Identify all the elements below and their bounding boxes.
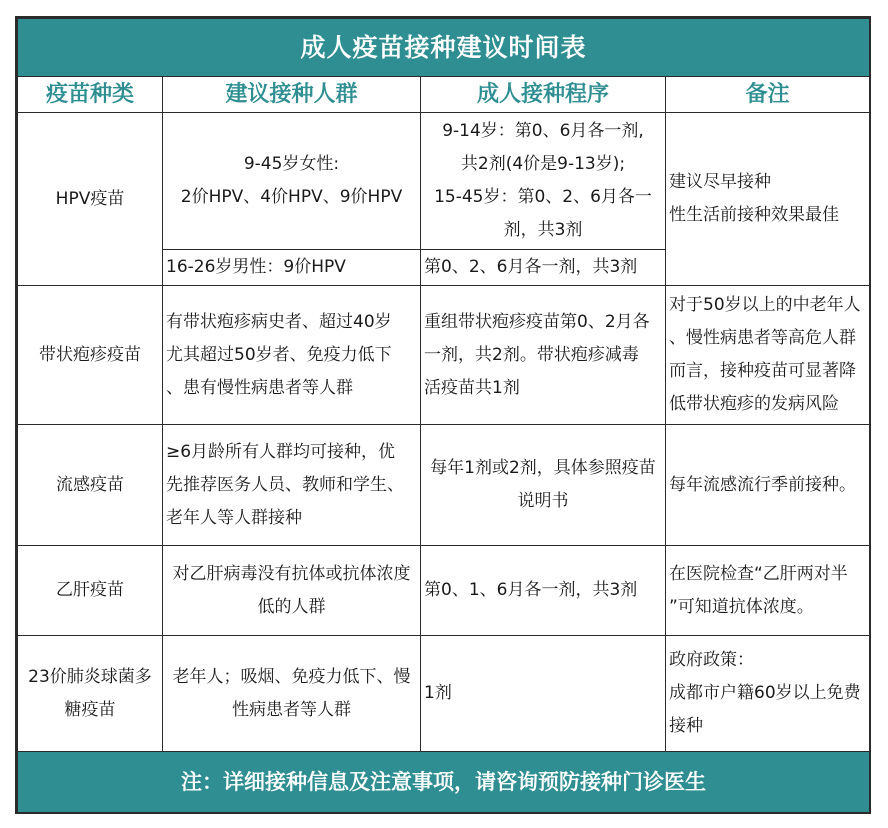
- vaccine-flu: 流感疫苗: [18, 425, 163, 546]
- table-row-hepb: [18, 546, 870, 636]
- pneumo-group: 老年人；吸烟、免疫力低下、慢 性病患者等人群: [163, 636, 421, 752]
- hepb-group: 对乙肝病毒没有抗体或抗体浓度 低的人群: [163, 546, 421, 636]
- hpv-male-group: 16-26岁男性：9价HPV: [163, 250, 421, 286]
- table-row-hpv: [18, 113, 870, 250]
- table-row-flu: [18, 425, 870, 546]
- pneumo-schedule: 1剂: [421, 636, 666, 752]
- header-notes: 备注: [666, 77, 870, 113]
- table-title: 成人疫苗接种建议时间表: [18, 19, 870, 77]
- shingles-group: 有带状疱疹病史者、超过40岁 尤其超过50岁者、免疫力低下 、患有慢性病患者等人群: [163, 286, 421, 425]
- header-row: [18, 77, 870, 113]
- table-row-pneumo: [18, 636, 870, 752]
- hpv-female-schedule: 9-14岁：第0、6月各一剂, 共2剂(4价是9-13岁); 15-45岁：第0、2、6月各一 剂，共3剂: [421, 113, 666, 250]
- hepb-schedule: 第0、1、6月各一剂，共3剂: [421, 546, 666, 636]
- vaccine-pneumo: 23价肺炎球菌多 糖疫苗: [18, 636, 163, 752]
- pneumo-notes: 政府政策： 成都市户籍60岁以上免费 接种: [666, 636, 870, 752]
- vaccine-schedule-table: [15, 16, 871, 814]
- vaccine-hpv: HPV疫苗: [18, 113, 163, 286]
- hpv-male-schedule: 第0、2、6月各一剂，共3剂: [421, 250, 666, 286]
- vaccine-shingles: 带状疱疹疫苗: [18, 286, 163, 425]
- flu-notes: 每年流感流行季前接种。: [666, 425, 870, 546]
- footer-note: 注：详细接种信息及注意事项，请咨询预防接种门诊医生: [18, 752, 870, 813]
- hpv-notes: 建议尽早接种 性生活前接种效果最佳: [666, 113, 870, 286]
- shingles-notes: 对于50岁以上的中老年人 、慢性病患者等高危人群 而言，接种疫苗可显著降 低带状疱疹的发病风险: [666, 286, 870, 425]
- shingles-schedule: 重组带状疱疹疫苗第0、2月各 一剂，共2剂。带状疱疹减毒 活疫苗共1剂: [421, 286, 666, 425]
- table-row-shingles: [18, 286, 870, 425]
- header-schedule: 成人接种程序: [421, 77, 666, 113]
- header-recommended-group: 建议接种人群: [163, 77, 421, 113]
- hpv-female-group: 9-45岁女性: 2价HPV、4价HPV、9价HPV: [163, 113, 421, 250]
- flu-schedule: 每年1剂或2剂，具体参照疫苗 说明书: [421, 425, 666, 546]
- flu-group: ≥6月龄所有人群均可接种，优 先推荐医务人员、教师和学生、 老年人等人群接种: [163, 425, 421, 546]
- hepb-notes: 在医院检查“乙肝两对半 ”可知道抗体浓度。: [666, 546, 870, 636]
- header-vaccine-type: 疫苗种类: [18, 77, 163, 113]
- vaccine-hepb: 乙肝疫苗: [18, 546, 163, 636]
- schedule-grid: [17, 18, 870, 813]
